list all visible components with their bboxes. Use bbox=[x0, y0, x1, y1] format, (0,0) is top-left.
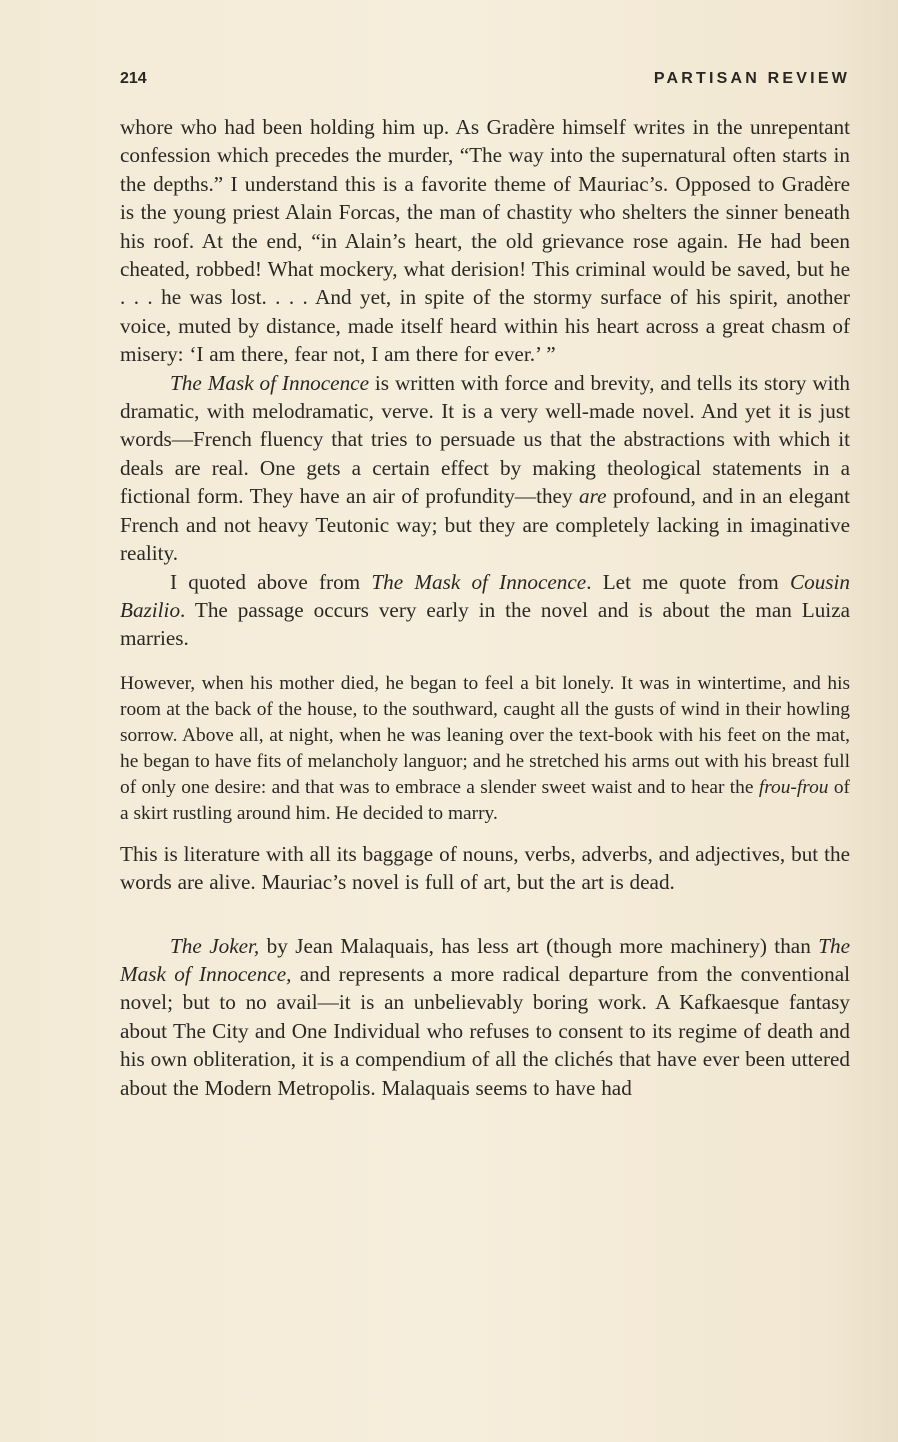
paragraph-4-text: This is literature with all its baggage of nouns, verbs, adverbs, and adjectives, but the words are alive. Mauriac’s novel is full of art, but the art is dead. bbox=[120, 841, 850, 895]
paragraph-3 bbox=[120, 568, 850, 653]
paragraph-2-text-a: is written with force and brevity, and tells its story with dramatic, with melodramatic, verve. It is a very well-made novel. And yet it is just words—French fluency that tries to persuade us that the abstractions with which it deals are real. One gets a certain effect by making theological statements in a fictional form. They have an air of profundity—they bbox=[120, 370, 850, 509]
paragraph-5-text-a: by Jean Malaquais, has less art (though more machinery) than bbox=[259, 933, 819, 958]
running-head: PARTISAN REVIEW bbox=[653, 70, 850, 87]
paragraph-5 bbox=[120, 932, 850, 1102]
paragraph-1 bbox=[120, 113, 850, 369]
paragraph-3-text-c: . The passage occurs very early in the novel and is about the man Luiza marries. bbox=[120, 597, 850, 651]
emphasis-are: are bbox=[579, 484, 607, 509]
paragraph-3-text-a: I quoted above from bbox=[170, 569, 372, 594]
page-header bbox=[120, 70, 850, 94]
page-number: 214 bbox=[120, 70, 147, 87]
paragraph-1-text: whore who had been holding him up. As Gradère himself writes in the unrepentant confession which precedes the murder, “The way into the supernatural often starts in the depths.” I understand this is a favorite theme of Mauriac’s. Opposed to Gradère is the young priest Alain Forcas, the man of chastity who shelters the sinner beneath his roof. At the end, “in Alain’s heart, the old grievance rose again. He had been cheated, robbed! What mockery, what derision! This criminal would be saved, but he . . . he was lost. . . . And yet, in spite of the stormy surface of his spirit, another voice, muted by distance, made itself heard within his heart across a great chasm of misery: ‘I am there, fear not, I am there for ever.’ ” bbox=[120, 115, 850, 367]
book-title-the-joker: The Joker, bbox=[170, 933, 260, 958]
paragraph-5-text-b: and represents a more radical departure from the conventional novel; but to no avail—it is an unbelievably boring work. A Kafkaesque fantasy about The City and One Individual who refuses to consent to its regime of death and his own obliteration, it is a compendium of all the clichés that have ever been uttered about the Modern Metropolis. Malaquais seems to have had bbox=[120, 961, 851, 1100]
book-title-mask-of-innocence: The Mask of Innocence bbox=[170, 370, 369, 395]
emphasis-frou-frou: frou-frou bbox=[758, 776, 829, 798]
book-title-mask-of-innocence: The Mask of Innocence bbox=[371, 569, 587, 594]
paragraph-4 bbox=[120, 840, 850, 897]
block-quote-text-b: of a skirt rustling around him. He decided to marry. bbox=[120, 776, 850, 824]
page-body bbox=[120, 113, 850, 1102]
book-title-mask-of-innocence: The Mask of Innocence, bbox=[120, 933, 851, 986]
block-quote bbox=[120, 671, 850, 827]
paragraph-2-text-b: profound, and in an elegant French and not heavy Teutonic way; but they are completely lacking in imaginative reality. bbox=[120, 484, 850, 566]
paragraph-3-text-b: . Let me quote from bbox=[586, 569, 790, 594]
paragraph-2 bbox=[120, 369, 850, 568]
book-title-cousin-bazilio: Cousin Bazilio bbox=[120, 569, 851, 622]
block-quote-text-a: However, when his mother died, he began to feel a bit lonely. It was in wintertime, and his room at the back of the house, to the southward, caught all the gusts of wind in their howling sorrow. Above all, at night, when he was leaning over the text-book with his feet on the mat, he began to have fits of melancholy languor; and he stretched his arms out with his breast full of only one desire: and that was to embrace a slender sweet waist and to hear the bbox=[120, 672, 850, 798]
